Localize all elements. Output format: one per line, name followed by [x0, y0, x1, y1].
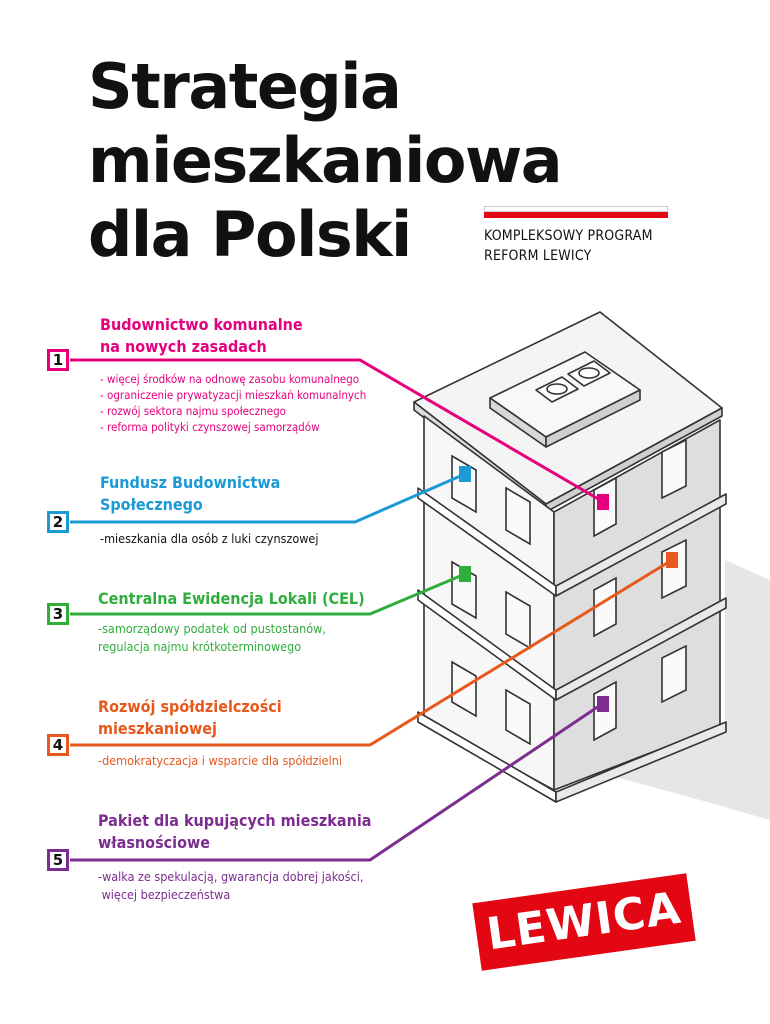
list-item: - demokratyczacja i wsparcie dla spółdzielni: [98, 752, 342, 770]
section-list-5: [98, 868, 363, 886]
section-5-extra-line: więcej bezpieczeństwa: [98, 887, 231, 902]
section-title-5-line-2: własnościowe: [98, 833, 211, 852]
section-title-5-line-1: Pakiet dla kupujących mieszkania: [98, 811, 372, 830]
section-title-1-line-1: Budownictwo komunalne: [100, 315, 303, 334]
section-title-3: [98, 588, 365, 610]
section-title-1: [100, 314, 303, 358]
section-title-2-line-1: Fundusz Budownictwa: [100, 473, 281, 492]
section-title-5: [98, 810, 371, 854]
title-line-3-text: dla Polski: [88, 198, 411, 271]
list-item: - walka ze spekulacją, gwarancja dobrej jakości,: [98, 868, 363, 886]
section-number-5: 5: [47, 849, 69, 871]
section-title-2-line-2: Społecznego: [100, 495, 203, 514]
section-number-2: 2: [47, 511, 69, 533]
list-item: - rozwój sektora najmu społecznego: [100, 403, 366, 419]
title-line-1: Strategia: [88, 50, 401, 123]
title-line-2: mieszkaniowa: [88, 124, 562, 197]
subtitle-line-2: REFORM LEWICY: [484, 248, 592, 264]
section-number-1: 1: [47, 349, 69, 371]
section-3-extra-line: regulacja najmu krótkoterminowego: [98, 639, 302, 654]
section-title-3-line-1: Centralna Ewidencja Lokali (CEL): [98, 589, 365, 608]
section-title-4-line-1: Rozwój spółdzielczości: [98, 697, 282, 716]
list-item: - samorządowy podatek od pustostanów,: [98, 620, 326, 638]
section-list-4: [98, 752, 342, 770]
section-title-4-line-2: mieszkaniowej: [98, 719, 217, 738]
section-title-2: [100, 472, 280, 516]
section-number-3: 3: [47, 603, 69, 625]
section-title-4: [98, 696, 282, 740]
list-item: - reforma polityki czynszowej samorządów: [100, 419, 366, 435]
section-list-2: [100, 530, 318, 548]
subtitle-line-1: KOMPLEKSOWY PROGRAM: [484, 228, 653, 244]
section-list-1: [100, 371, 366, 435]
list-item: - ograniczenie prywatyzacji mieszkań komunalnych: [100, 387, 366, 403]
section-number-4: 4: [47, 734, 69, 756]
list-item: - więcej środków na odnowę zasobu komunalnego: [100, 371, 366, 387]
window-highlight-1: [597, 494, 609, 510]
section-list-3: [98, 620, 326, 638]
list-item: - mieszkania dla osób z luki czynszowej: [100, 530, 318, 548]
window-highlight-5: [597, 696, 609, 712]
lewica-logo: LEWICA: [472, 873, 695, 970]
section-title-1-line-2: na nowych zasadach: [100, 337, 267, 356]
